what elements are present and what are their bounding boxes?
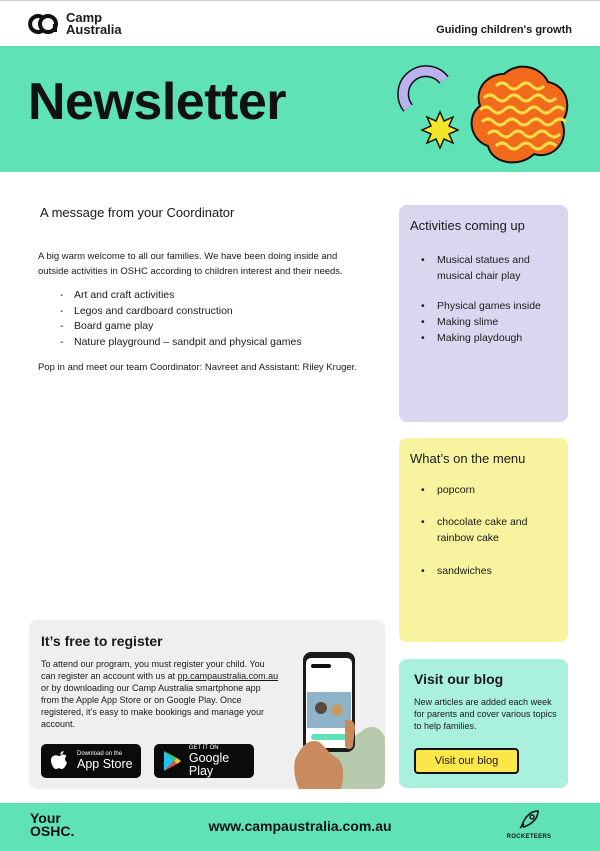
google-play-button[interactable] (154, 744, 254, 778)
list-item: • Making slime (421, 314, 561, 330)
coordinator-intro: A big warm welcome to all our families. We have been doing inside and outside activities in OSHC according to children interest and their needs. (38, 251, 343, 277)
menu-list (421, 482, 561, 498)
activities-list-group-2 (421, 298, 561, 346)
list-item: • Making playdough (421, 330, 561, 346)
decorative-shapes-illustration (392, 46, 572, 172)
google-play-label: Google Play (188, 750, 230, 778)
tagline: Guiding children's growth (436, 24, 572, 36)
app-store-button[interactable] (41, 744, 141, 778)
blog-title: Visit our blog (414, 671, 504, 687)
app-store-small-label: Download on the (77, 751, 123, 757)
register-link[interactable]: pp.campaustralia.com.au (177, 671, 279, 681)
google-play-text (189, 745, 254, 778)
menu-card (399, 438, 568, 642)
logo-line-1: Camp (66, 10, 103, 25)
rocketeers-label: ROCKETEERS (506, 834, 552, 840)
apple-icon (47, 748, 73, 774)
activities-card (399, 205, 568, 422)
phone-in-hand-illustration (291, 642, 385, 789)
blog-text: New articles are added each week for parents and cover various topics to help families. (414, 697, 557, 731)
top-bar (0, 0, 600, 46)
register-text-after: or by downloading our Camp Australia smartphone app from the Apple App Store or on Google Play. Once registered, it’s easy to make bookings and manage your account. (41, 683, 264, 729)
footer (0, 803, 600, 851)
menu-list (421, 563, 561, 579)
register-panel (29, 620, 385, 789)
logo-text (66, 12, 122, 36)
coordinator-activity-list (60, 288, 302, 350)
activities-card-title: Activities coming up (410, 218, 525, 233)
app-store-label: App Store (77, 757, 133, 771)
camp-australia-logo[interactable] (26, 12, 122, 36)
list-item: - Board game play (60, 319, 302, 335)
list-item: - Art and craft activities (60, 288, 302, 304)
logo-line-2: Australia (66, 22, 122, 37)
register-text (41, 658, 279, 730)
list-item: - Nature playground – sandpit and physical games (60, 335, 302, 351)
rocketeers-logo-icon (518, 809, 540, 829)
menu-card-title: What’s on the menu (410, 451, 526, 466)
menu-list (421, 514, 561, 546)
hero-banner (0, 46, 600, 172)
list-item: • Physical games inside (421, 298, 561, 314)
activities-list-group-1 (421, 252, 561, 284)
coordinator-message-title: A message from your Coordinator (40, 205, 235, 220)
coordinator-outro: Pop in and meet our team Coordinator: Navreet and Assistant: Riley Kruger. (38, 362, 357, 373)
list-item: • popcorn (421, 482, 561, 498)
list-item: - Legos and cardboard construction (60, 304, 302, 320)
app-store-text (77, 751, 133, 771)
register-text-before: To attend our program, you must register your child. You can register an account with us at (41, 659, 265, 681)
google-play-icon (160, 748, 185, 774)
website-link[interactable]: www.campaustralia.com.au (208, 818, 392, 834)
list-item: • Musical statues and musical chair play (421, 252, 561, 284)
list-item: • sandwiches (421, 563, 561, 579)
visit-blog-button[interactable]: Visit our blog (414, 748, 519, 774)
rocketeers-logo (504, 809, 554, 840)
register-title: It’s free to register (41, 633, 163, 649)
list-item: • chocolate cake and rainbow cake (421, 514, 561, 546)
google-play-small-label: GET IT ON (188, 744, 219, 751)
page-title: Newsletter (28, 73, 286, 131)
blog-panel (399, 659, 568, 788)
your-oshc-line-2: OSHC. (30, 823, 75, 839)
your-oshc-line-1: Your (30, 810, 61, 826)
camp-australia-logo-icon (26, 12, 62, 36)
